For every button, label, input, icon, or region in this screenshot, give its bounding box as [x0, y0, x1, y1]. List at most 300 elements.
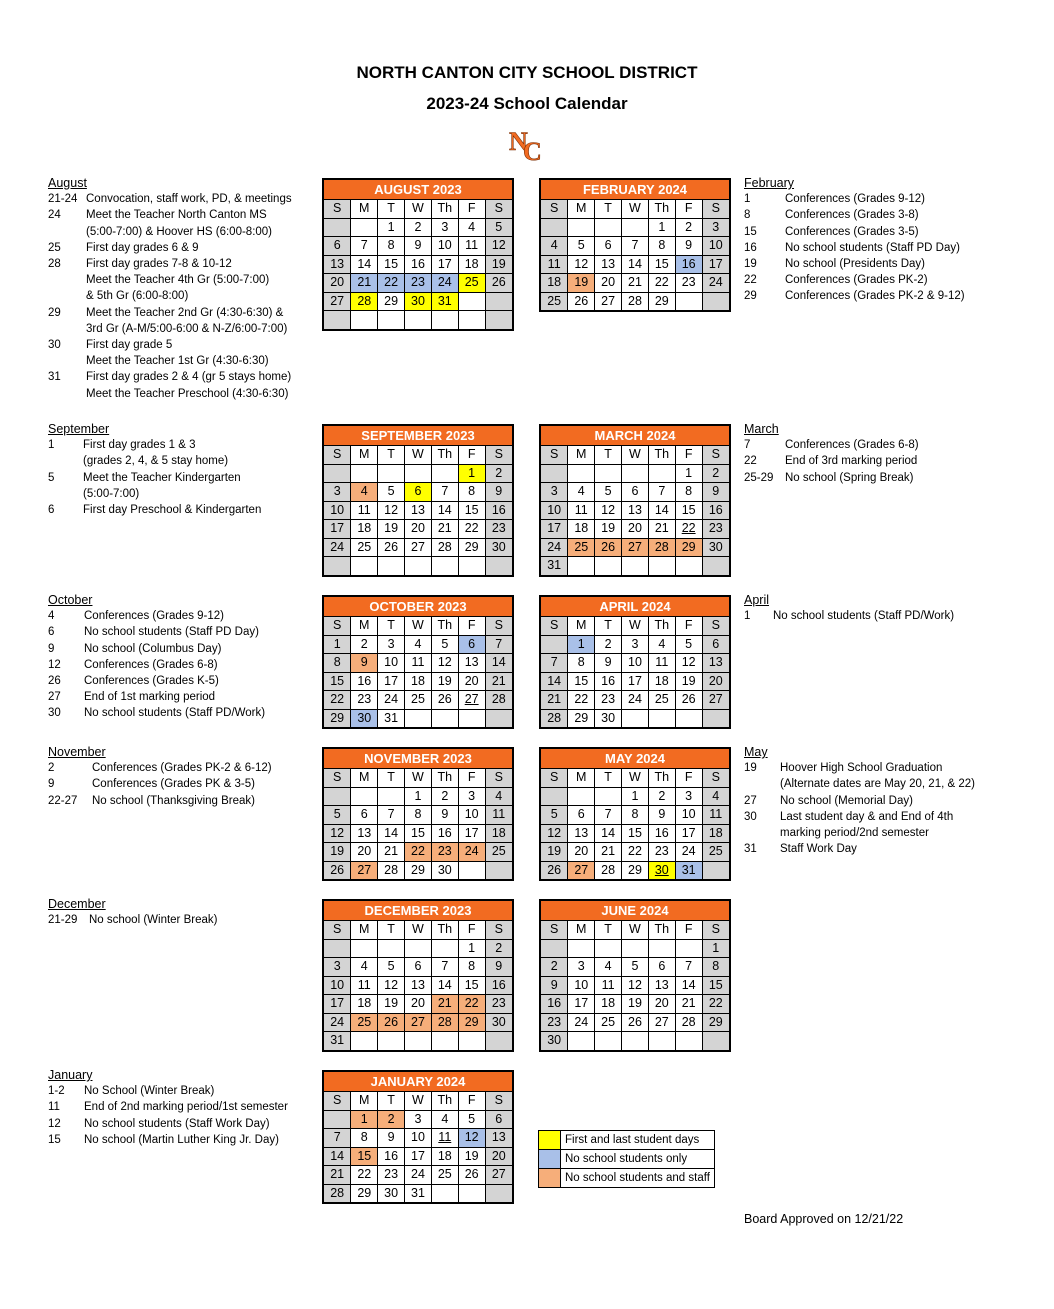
day-cell: 19: [431, 672, 458, 691]
day-cell: 12: [324, 824, 351, 843]
day-cell: 11: [351, 976, 378, 995]
empty-day-cell: [351, 1032, 378, 1050]
day-cell: 19: [622, 995, 649, 1014]
weekday-header: M: [351, 921, 378, 939]
day-cell: 4: [458, 218, 485, 237]
day-cell: 27: [648, 1013, 675, 1032]
empty-day-cell: [431, 939, 458, 958]
note-date: 24: [48, 209, 61, 222]
weekday-header: S: [324, 769, 351, 787]
day-cell: 30: [541, 1032, 568, 1050]
note-text: No school (Spring Break): [785, 471, 914, 484]
week-row: [541, 939, 729, 958]
day-cell: 12: [378, 976, 405, 995]
week-row: [541, 218, 729, 237]
note-line: [48, 272, 318, 288]
weekday-header: T: [595, 200, 622, 218]
day-cell: 9: [675, 237, 702, 256]
note-line: [48, 1099, 318, 1115]
empty-day-cell: [568, 1032, 595, 1050]
weekday-header: T: [378, 200, 405, 218]
empty-day-cell: [324, 464, 351, 483]
note-date: 19: [744, 762, 757, 775]
week-row: [541, 237, 729, 256]
day-cell: 10: [702, 237, 729, 256]
week-row: [541, 691, 729, 710]
day-cell: 27: [622, 538, 649, 557]
weekday-header: M: [568, 769, 595, 787]
note-line: [48, 486, 318, 502]
day-cell: 7: [378, 806, 405, 825]
day-cell: 3: [324, 958, 351, 977]
empty-day-cell: [324, 218, 351, 237]
day-cell: 9: [351, 654, 378, 673]
day-cell: 23: [485, 995, 512, 1014]
day-cell: 13: [595, 255, 622, 274]
weekday-header: F: [458, 921, 485, 939]
day-cell: 4: [568, 483, 595, 502]
legend-label: First and last student days: [561, 1131, 715, 1150]
day-cell: 14: [675, 976, 702, 995]
empty-day-cell: [431, 709, 458, 727]
day-cell: 20: [458, 672, 485, 691]
weekday-header: S: [541, 200, 568, 218]
day-cell: 17: [324, 995, 351, 1014]
note-text: No school (Memorial Day): [780, 794, 913, 807]
day-cell: 11: [568, 501, 595, 520]
day-cell: 24: [324, 1013, 351, 1032]
note-date: 27: [744, 794, 757, 807]
day-cell: 23: [702, 520, 729, 539]
note-text: No School (Winter Break): [84, 1085, 215, 1098]
empty-day-cell: [622, 709, 649, 727]
empty-day-cell: [351, 464, 378, 483]
empty-day-cell: [595, 939, 622, 958]
empty-day-cell: [378, 1032, 405, 1050]
weekday-header: S: [702, 446, 729, 464]
note-date: 22: [744, 455, 757, 468]
day-cell: 20: [405, 520, 432, 539]
day-cell: 19: [541, 843, 568, 862]
empty-day-cell: [351, 218, 378, 237]
note-line: [48, 657, 318, 673]
day-cell: 22: [675, 520, 702, 539]
week-row: [324, 654, 512, 673]
day-cell: 7: [675, 958, 702, 977]
week-row: [324, 709, 512, 727]
day-cell: 15: [622, 824, 649, 843]
weekday-header: S: [324, 921, 351, 939]
day-cell: 5: [324, 806, 351, 825]
day-cell: 27: [702, 691, 729, 710]
week-row: [324, 1032, 512, 1050]
note-text: Staff Work Day: [780, 843, 857, 856]
month-heading: April: [744, 593, 770, 607]
note-date: 11: [48, 1101, 60, 1114]
note-date: 8: [744, 209, 751, 222]
note-text: (Alternate dates are May 20, 21, & 22): [780, 778, 975, 791]
note-line: [744, 437, 1044, 453]
weekday-header: W: [405, 617, 432, 635]
week-row: [324, 1166, 512, 1185]
weekday-header: T: [595, 769, 622, 787]
day-cell: 14: [622, 255, 649, 274]
week-row: [324, 672, 512, 691]
day-cell: 1: [648, 218, 675, 237]
weekday-header: Th: [431, 769, 458, 787]
day-cell: 23: [378, 1166, 405, 1185]
note-text: End of 1st marking period: [84, 691, 216, 704]
note-date: 2: [48, 762, 55, 775]
note-text: Convocation, staff work, PD, & meetings: [86, 193, 292, 206]
note-line: [744, 207, 1044, 223]
empty-day-cell: [324, 557, 351, 575]
day-cell: 17: [702, 255, 729, 274]
empty-day-cell: [702, 292, 729, 310]
weekday-header: W: [622, 617, 649, 635]
month-title: MAY 2024: [541, 749, 729, 769]
legend: [538, 1130, 715, 1188]
empty-day-cell: [378, 939, 405, 958]
weekday-header: T: [595, 617, 622, 635]
day-cell: 12: [595, 501, 622, 520]
note-line: [744, 793, 1044, 809]
day-cell: 21: [675, 995, 702, 1014]
day-cell: 1: [351, 1110, 378, 1129]
weekday-header: Th: [648, 921, 675, 939]
nc-logo-icon: [508, 124, 548, 164]
note-date: 7: [744, 439, 751, 452]
day-cell: 31: [324, 1032, 351, 1050]
empty-day-cell: [431, 557, 458, 575]
day-cell: 2: [431, 787, 458, 806]
day-cell: 28: [324, 1184, 351, 1202]
empty-day-cell: [675, 292, 702, 310]
week-row: [324, 538, 512, 557]
note-line: [48, 470, 318, 486]
note-date: 9: [48, 778, 55, 791]
day-cell: 21: [541, 691, 568, 710]
note-line: [744, 608, 1044, 624]
weekday-header: S: [485, 617, 512, 635]
empty-day-cell: [485, 861, 512, 879]
note-line: [48, 673, 318, 689]
empty-day-cell: [595, 787, 622, 806]
day-cell: 14: [431, 976, 458, 995]
day-cell: 21: [648, 520, 675, 539]
note-line: [48, 760, 318, 776]
weekday-header: F: [458, 769, 485, 787]
week-row: [541, 995, 729, 1014]
weekday-header: F: [675, 617, 702, 635]
empty-day-cell: [568, 939, 595, 958]
day-cell: 1: [405, 787, 432, 806]
day-cell: 5: [568, 237, 595, 256]
week-row: [324, 520, 512, 539]
note-date: 1-2: [48, 1085, 65, 1098]
day-cell: 8: [568, 654, 595, 673]
empty-day-cell: [622, 939, 649, 958]
day-cell: 27: [568, 861, 595, 879]
day-cell: 9: [485, 958, 512, 977]
day-cell: 16: [378, 1147, 405, 1166]
note-text: Hoover High School Graduation: [780, 762, 943, 775]
note-text: No school (Thanksgiving Break): [92, 794, 255, 807]
note-date: 30: [48, 707, 61, 720]
day-cell: 22: [378, 274, 405, 293]
empty-day-cell: [378, 557, 405, 575]
empty-day-cell: [648, 1032, 675, 1050]
day-cell: 3: [378, 635, 405, 654]
day-cell: 3: [405, 1110, 432, 1129]
note-text: No school (Martin Luther King Jr. Day): [84, 1133, 279, 1146]
day-cell: 13: [485, 1129, 512, 1148]
day-cell: 4: [485, 787, 512, 806]
day-cell: 20: [324, 274, 351, 293]
notes-december: [48, 896, 318, 928]
day-cell: 13: [648, 976, 675, 995]
week-row: [541, 709, 729, 727]
day-cell: 8: [675, 483, 702, 502]
day-cell: 5: [541, 806, 568, 825]
day-cell: 11: [351, 501, 378, 520]
note-text: marking period/2nd semester: [780, 827, 929, 840]
day-cell: 1: [622, 787, 649, 806]
day-cell: 14: [485, 654, 512, 673]
day-cell: 15: [405, 824, 432, 843]
day-cell: 7: [622, 237, 649, 256]
day-cell: 27: [405, 1013, 432, 1032]
week-row: [324, 1147, 512, 1166]
weekday-header: M: [568, 446, 595, 464]
empty-day-cell: [648, 709, 675, 727]
day-cell: 10: [324, 976, 351, 995]
note-date: 12: [48, 658, 61, 671]
note-text: No school students (Staff PD/Work): [773, 610, 955, 623]
calendar-september-2023: [322, 424, 514, 577]
day-cell: 8: [622, 806, 649, 825]
day-cell: 12: [675, 654, 702, 673]
day-cell: 1: [458, 939, 485, 958]
month-title: AUGUST 2023: [324, 180, 512, 200]
month-heading: November: [48, 745, 106, 759]
month-title: OCTOBER 2023: [324, 597, 512, 617]
week-row: [324, 255, 512, 274]
empty-day-cell: [378, 464, 405, 483]
week-row: [324, 237, 512, 256]
weekday-header: W: [622, 769, 649, 787]
month-title: JUNE 2024: [541, 901, 729, 921]
weekday-header: W: [405, 769, 432, 787]
note-date: 25: [48, 241, 61, 254]
weekday-header: T: [378, 617, 405, 635]
weekday-header: S: [702, 617, 729, 635]
day-cell: 15: [702, 976, 729, 995]
day-cell: 27: [485, 1166, 512, 1185]
note-line: [744, 825, 1044, 841]
note-line: [744, 240, 1044, 256]
day-cell: 19: [324, 843, 351, 862]
note-line: [744, 288, 1044, 304]
day-cell: 24: [622, 691, 649, 710]
empty-day-cell: [675, 557, 702, 575]
day-cell: 5: [378, 483, 405, 502]
day-cell: 16: [675, 255, 702, 274]
day-cell: 29: [405, 861, 432, 879]
empty-day-cell: [595, 218, 622, 237]
note-text: Meet the Teacher North Canton MS: [86, 209, 267, 222]
note-date: 22-27: [48, 794, 78, 807]
day-cell: 17: [622, 672, 649, 691]
weekday-header: F: [675, 921, 702, 939]
day-cell: 19: [485, 255, 512, 274]
day-cell: 14: [648, 501, 675, 520]
notes-april: [744, 592, 1044, 624]
day-cell: 3: [675, 787, 702, 806]
day-cell: 21: [378, 843, 405, 862]
day-cell: 14: [541, 672, 568, 691]
day-cell: 11: [458, 237, 485, 256]
week-row: [541, 976, 729, 995]
day-cell: 23: [405, 274, 432, 293]
day-cell: 25: [405, 691, 432, 710]
day-cell: 27: [595, 292, 622, 310]
note-text: (5:00-7:00): [83, 487, 140, 500]
week-row: [541, 861, 729, 879]
notes-january: [48, 1067, 318, 1148]
note-line: [48, 912, 318, 928]
empty-day-cell: [541, 787, 568, 806]
day-cell: 3: [568, 958, 595, 977]
note-text: Conferences (Grades 3-8): [785, 209, 919, 222]
day-cell: 11: [405, 654, 432, 673]
day-cell: 29: [675, 538, 702, 557]
weekday-header: S: [541, 446, 568, 464]
calendar-august-2023: [322, 178, 514, 331]
legend-label: No school students only: [561, 1150, 715, 1169]
month-heading: January: [48, 1068, 93, 1082]
note-line: [48, 1132, 318, 1148]
empty-day-cell: [378, 787, 405, 806]
month-heading: October: [48, 593, 93, 607]
day-cell: 16: [351, 672, 378, 691]
day-cell: 13: [324, 255, 351, 274]
empty-day-cell: [648, 557, 675, 575]
note-text: Conferences (Grades PK-2 & 6-12): [92, 762, 272, 775]
day-cell: 3: [431, 218, 458, 237]
note-line: [48, 337, 318, 353]
note-date: 15: [48, 1133, 61, 1146]
note-date: 1: [744, 193, 751, 206]
note-text: No school students (Staff PD Day): [785, 241, 960, 254]
note-text: No school students (Staff PD Day): [84, 626, 259, 639]
calendar-may-2024: [539, 747, 731, 881]
day-cell: 12: [622, 976, 649, 995]
week-row: [324, 464, 512, 483]
day-cell: 18: [702, 824, 729, 843]
note-date: 22: [744, 274, 757, 287]
day-cell: 1: [324, 635, 351, 654]
day-cell: 9: [485, 483, 512, 502]
day-cell: 28: [351, 292, 378, 311]
note-text: Meet the Teacher Kindergarten: [83, 471, 241, 484]
day-cell: 25: [702, 843, 729, 862]
day-cell: 22: [458, 995, 485, 1014]
note-text: First day grades 1 & 3: [83, 439, 196, 452]
notes-august: [48, 175, 318, 402]
week-row: [541, 520, 729, 539]
empty-day-cell: [378, 311, 405, 329]
day-cell: 16: [541, 995, 568, 1014]
day-cell: 13: [351, 824, 378, 843]
day-cell: 11: [431, 1129, 458, 1148]
day-cell: 1: [702, 939, 729, 958]
day-cell: 4: [702, 787, 729, 806]
day-cell: 5: [431, 635, 458, 654]
week-row: [324, 218, 512, 237]
day-cell: 10: [378, 654, 405, 673]
day-cell: 7: [324, 1129, 351, 1148]
note-date: 21-24: [48, 193, 78, 206]
day-cell: 25: [351, 1013, 378, 1032]
day-cell: 12: [541, 824, 568, 843]
day-cell: 23: [485, 520, 512, 539]
day-cell: 2: [351, 635, 378, 654]
day-cell: 15: [458, 501, 485, 520]
day-cell: 15: [675, 501, 702, 520]
day-cell: 23: [431, 843, 458, 862]
day-cell: 18: [485, 824, 512, 843]
day-cell: 26: [324, 861, 351, 879]
day-cell: 7: [541, 654, 568, 673]
day-cell: 22: [324, 691, 351, 710]
day-cell: 15: [458, 976, 485, 995]
note-line: [48, 191, 318, 207]
empty-day-cell: [485, 292, 512, 311]
note-line: [48, 641, 318, 657]
day-cell: 10: [324, 501, 351, 520]
day-cell: 4: [405, 635, 432, 654]
month-title: MARCH 2024: [541, 426, 729, 446]
day-cell: 27: [405, 538, 432, 557]
weekday-header: M: [351, 1092, 378, 1110]
note-text: First day Preschool & Kindergarten: [83, 504, 262, 517]
empty-day-cell: [485, 557, 512, 575]
day-cell: 16: [595, 672, 622, 691]
day-cell: 2: [675, 218, 702, 237]
note-text: No school (Presidents Day): [785, 258, 925, 271]
day-cell: 12: [378, 501, 405, 520]
note-text: Conferences (Grades 6-8): [84, 658, 218, 671]
day-cell: 12: [458, 1129, 485, 1148]
note-line: [744, 272, 1044, 288]
calendar-october-2023: [322, 595, 514, 729]
calendar-february-2024: [539, 178, 731, 312]
day-cell: 8: [458, 958, 485, 977]
note-line: [48, 207, 318, 223]
note-date: 26: [48, 675, 61, 688]
note-line: [48, 240, 318, 256]
weekday-header: Th: [648, 200, 675, 218]
empty-day-cell: [405, 557, 432, 575]
day-cell: 19: [378, 995, 405, 1014]
day-cell: 28: [378, 861, 405, 879]
day-cell: 9: [595, 654, 622, 673]
day-cell: 10: [675, 806, 702, 825]
day-cell: 14: [431, 501, 458, 520]
weekday-header: S: [702, 921, 729, 939]
day-cell: 13: [702, 654, 729, 673]
